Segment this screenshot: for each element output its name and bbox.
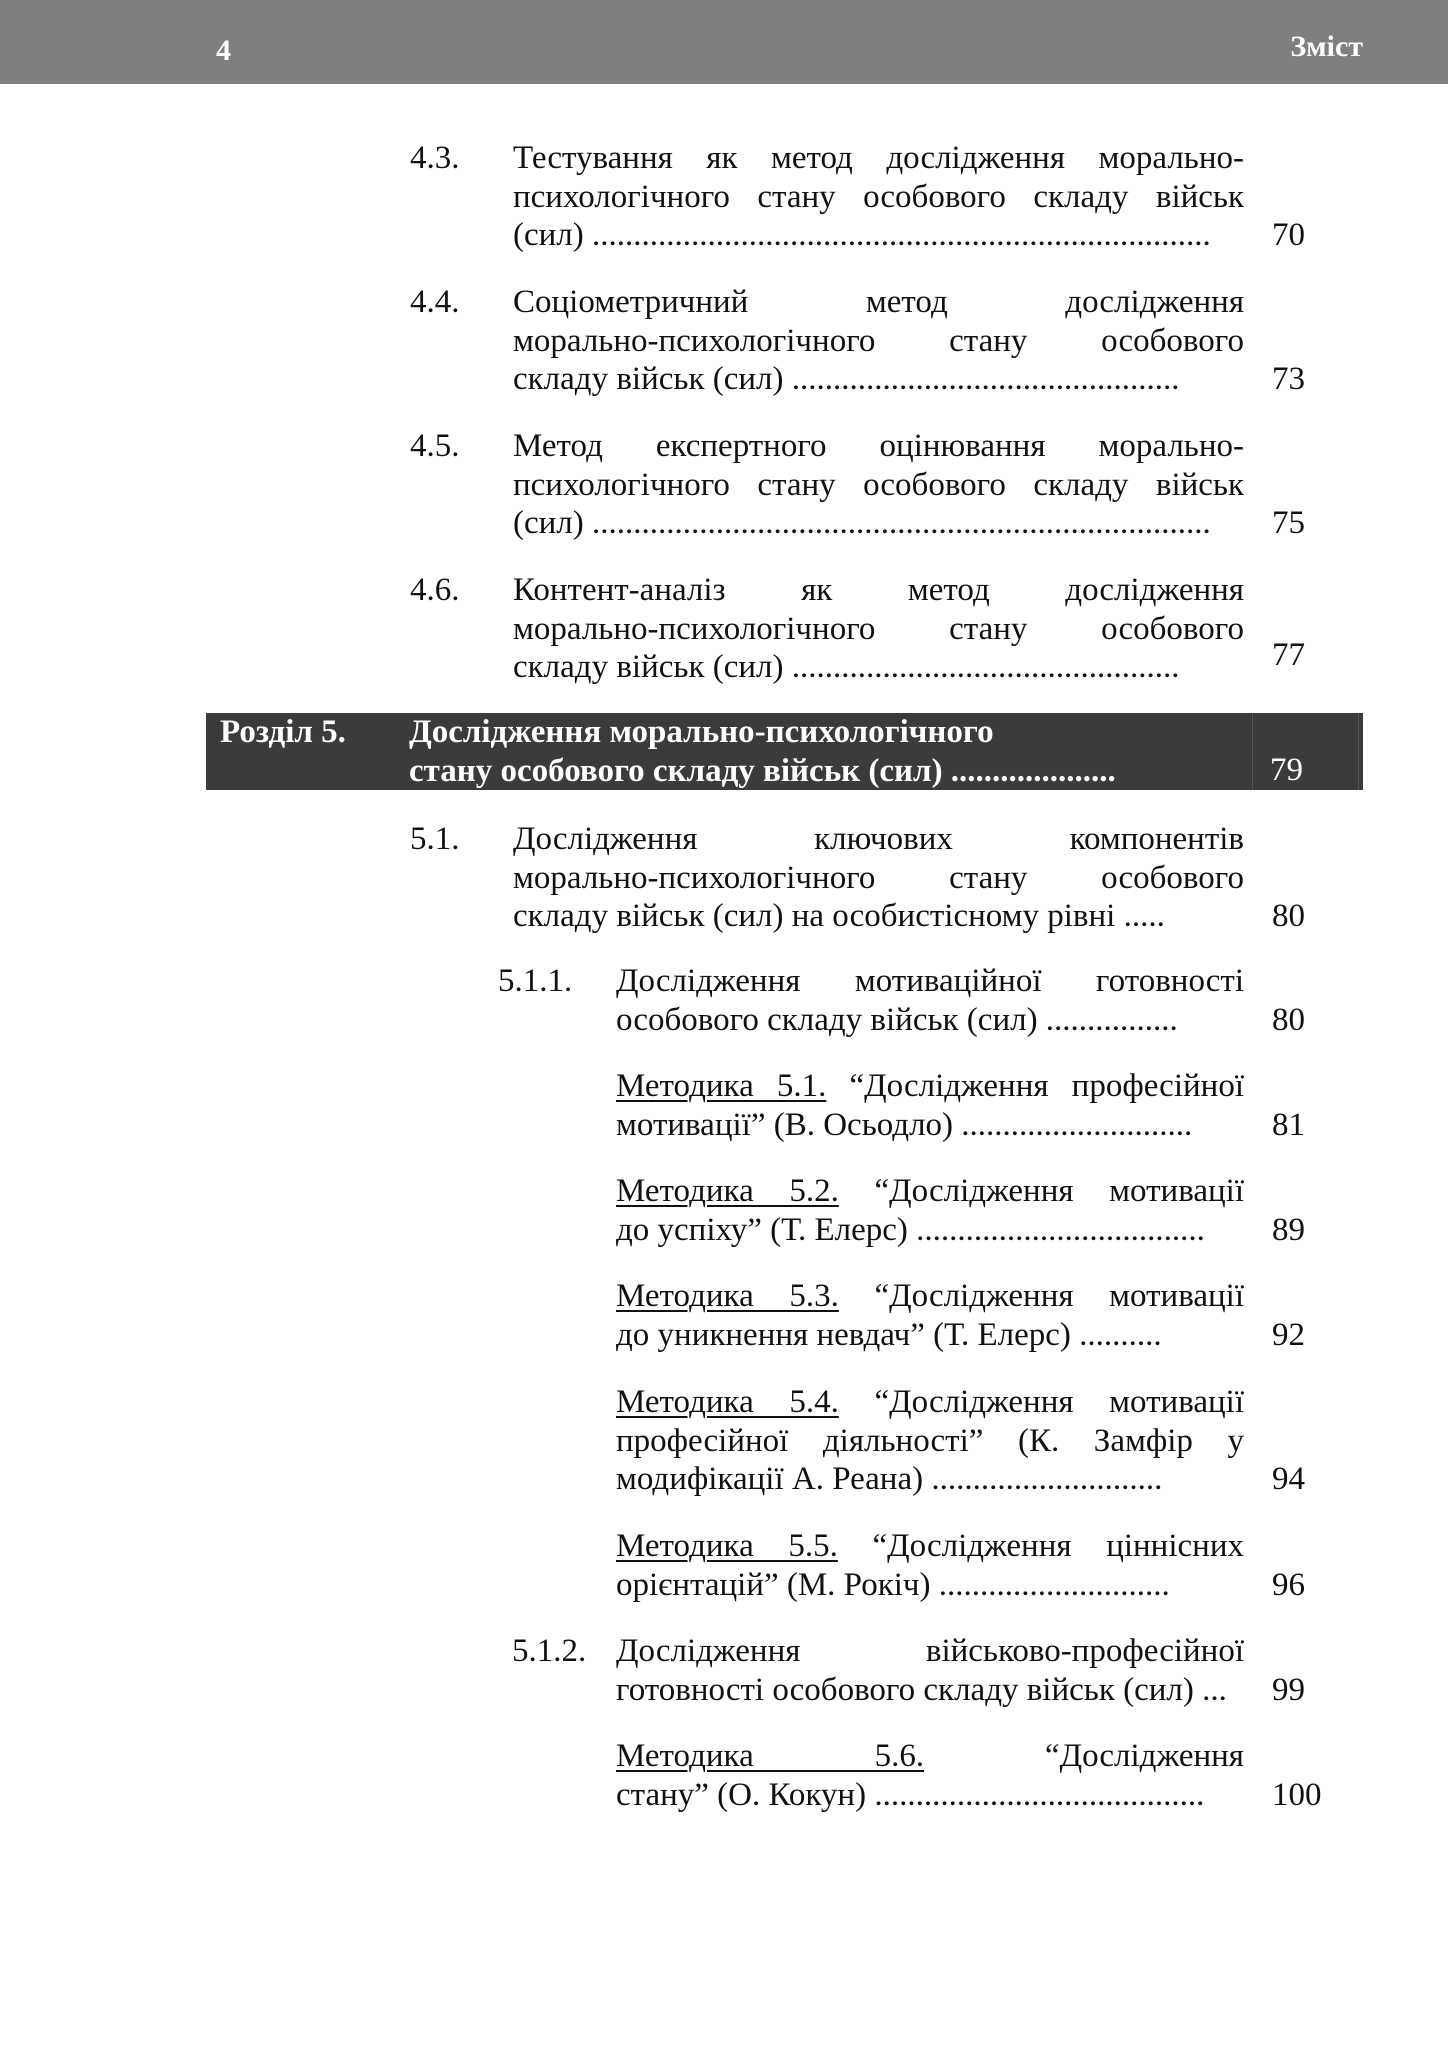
entry-title-line: морально-психологічного стану особового (513, 859, 1244, 896)
entry-title-line: орієнтацій” (М. Рокіч) ............................ (616, 1566, 1170, 1603)
entry-number: 4.6. (410, 572, 460, 608)
entry-page-number: 70 (1272, 217, 1305, 253)
chapter-title (409, 713, 1249, 790)
method-label: Методика 5.4. (616, 1384, 839, 1420)
entry-title (616, 962, 1244, 1039)
entry-title (616, 1737, 1244, 1814)
entry-title-line: морально-психологічного стану особового (513, 322, 1244, 359)
entry-page-number: 96 (1272, 1566, 1305, 1603)
entry-title-line: Методика 5.1. “Дослідження професійної (616, 1068, 1244, 1104)
entry-title (513, 427, 1244, 543)
entry-number: 5.1.1. (498, 963, 573, 999)
entry-number: 4.3. (410, 140, 460, 176)
entry-number: 4.4. (410, 284, 460, 320)
entry-page-number: 89 (1272, 1211, 1305, 1248)
entry-title-line: складу військ (сил) ............................................... (513, 361, 1180, 397)
entry-page-number: 80 (1272, 898, 1305, 934)
entry-title-line: до уникнення невдач” (Т. Елерс) .......... (616, 1316, 1162, 1353)
entry-title-line: модифікації А. Реана) ............................ (616, 1461, 1163, 1497)
chapter-title-line: Дослідження морально-психологічного (409, 714, 994, 750)
entry-title-line: складу військ (сил) на особистісному рівні ..... (513, 898, 1165, 934)
page-number: 4 (216, 34, 231, 67)
chapter-label: Розділ 5. (220, 714, 346, 750)
entry-title-line: Дослідження ключових компонентів (513, 821, 1244, 857)
chapter-heading[interactable] (206, 713, 1363, 790)
entry-title (616, 1383, 1244, 1499)
entry-page-number: 99 (1272, 1671, 1305, 1708)
entry-title (616, 1527, 1244, 1604)
entry-title-line: Контент-аналіз як метод дослідження (513, 572, 1244, 608)
entry-title-line: Методика 5.4. “Дослідження мотивації (616, 1384, 1244, 1420)
entry-title (513, 571, 1244, 687)
entry-title-line: готовності особового складу військ (сил) ... (616, 1671, 1227, 1708)
entry-number: 5.1.2. (512, 1633, 587, 1669)
entry-title-line: складу військ (сил) ............................................... (513, 649, 1180, 685)
entry-title-line: Методика 5.2. “Дослідження мотивації (616, 1173, 1244, 1209)
method-label: Методика 5.5. (616, 1528, 838, 1564)
entry-title (616, 1632, 1244, 1709)
method-label: Методика 5.1. (616, 1068, 827, 1104)
entry-title-line: до успіху” (Т. Елерс) ................................... (616, 1211, 1205, 1248)
entry-title-line: Дослідження військово-професійної (616, 1633, 1244, 1669)
entry-title-line: особового складу військ (сил) ................ (616, 1001, 1178, 1038)
entry-title (513, 139, 1244, 255)
entry-page-number: 80 (1272, 1001, 1305, 1038)
divider (1358, 713, 1359, 790)
entry-title-line: Методика 5.6. “Дослідження (616, 1738, 1244, 1774)
entry-page-number: 100 (1272, 1776, 1322, 1813)
entry-title (616, 1067, 1244, 1144)
entry-page-number: 77 (1272, 637, 1305, 673)
entry-number: 5.1. (410, 821, 460, 857)
entry-title-line: психологічного стану особового складу військ (513, 466, 1244, 503)
entry-title-line: Соціометричний метод дослідження (513, 284, 1244, 320)
entry-title-line: Методика 5.5. “Дослідження ціннісних (616, 1528, 1244, 1564)
entry-page-number: 73 (1272, 361, 1305, 397)
entry-title (616, 1172, 1244, 1249)
method-label: Методика 5.2. (616, 1173, 839, 1209)
divider (1252, 713, 1253, 790)
entry-title (513, 820, 1244, 936)
entry-page-number: 75 (1272, 505, 1305, 541)
entry-title-line: (сил) ........................................................................... (513, 505, 1211, 541)
chapter-page-number: 79 (1270, 752, 1303, 788)
chapter-title-line: стану особового складу військ (сил) .................... (409, 752, 1116, 789)
entry-title-line: психологічного стану особового складу військ (513, 178, 1244, 215)
entry-page-number: 92 (1272, 1316, 1305, 1353)
entry-number: 4.5. (410, 428, 460, 464)
method-label: Методика 5.6. (616, 1738, 925, 1774)
method-label: Методика 5.3. (616, 1278, 839, 1314)
entry-title (616, 1277, 1244, 1354)
entry-title-line: професійної діяльності” (К. Замфір у (616, 1422, 1244, 1459)
entry-title-line: мотивації” (В. Осьодло) ............................ (616, 1106, 1193, 1143)
entry-title-line: Дослідження мотиваційної готовності (616, 963, 1244, 999)
entry-title-line: Тестування як метод дослідження морально- (513, 140, 1244, 176)
entry-page-number: 94 (1272, 1461, 1305, 1497)
entry-title-line: морально-психологічного стану особового (513, 610, 1244, 647)
entry-title-line: стану” (О. Кокун) ........................................ (616, 1776, 1205, 1813)
entry-title (513, 283, 1244, 399)
entry-title-line: Методика 5.3. “Дослідження мотивації (616, 1278, 1244, 1314)
entry-page-number: 81 (1272, 1106, 1305, 1143)
entry-title-line: (сил) ........................................................................... (513, 217, 1211, 253)
page-header (0, 0, 1448, 84)
running-head: Зміст (1290, 30, 1363, 63)
entry-title-line: Метод експертного оцінювання морально- (513, 428, 1244, 464)
